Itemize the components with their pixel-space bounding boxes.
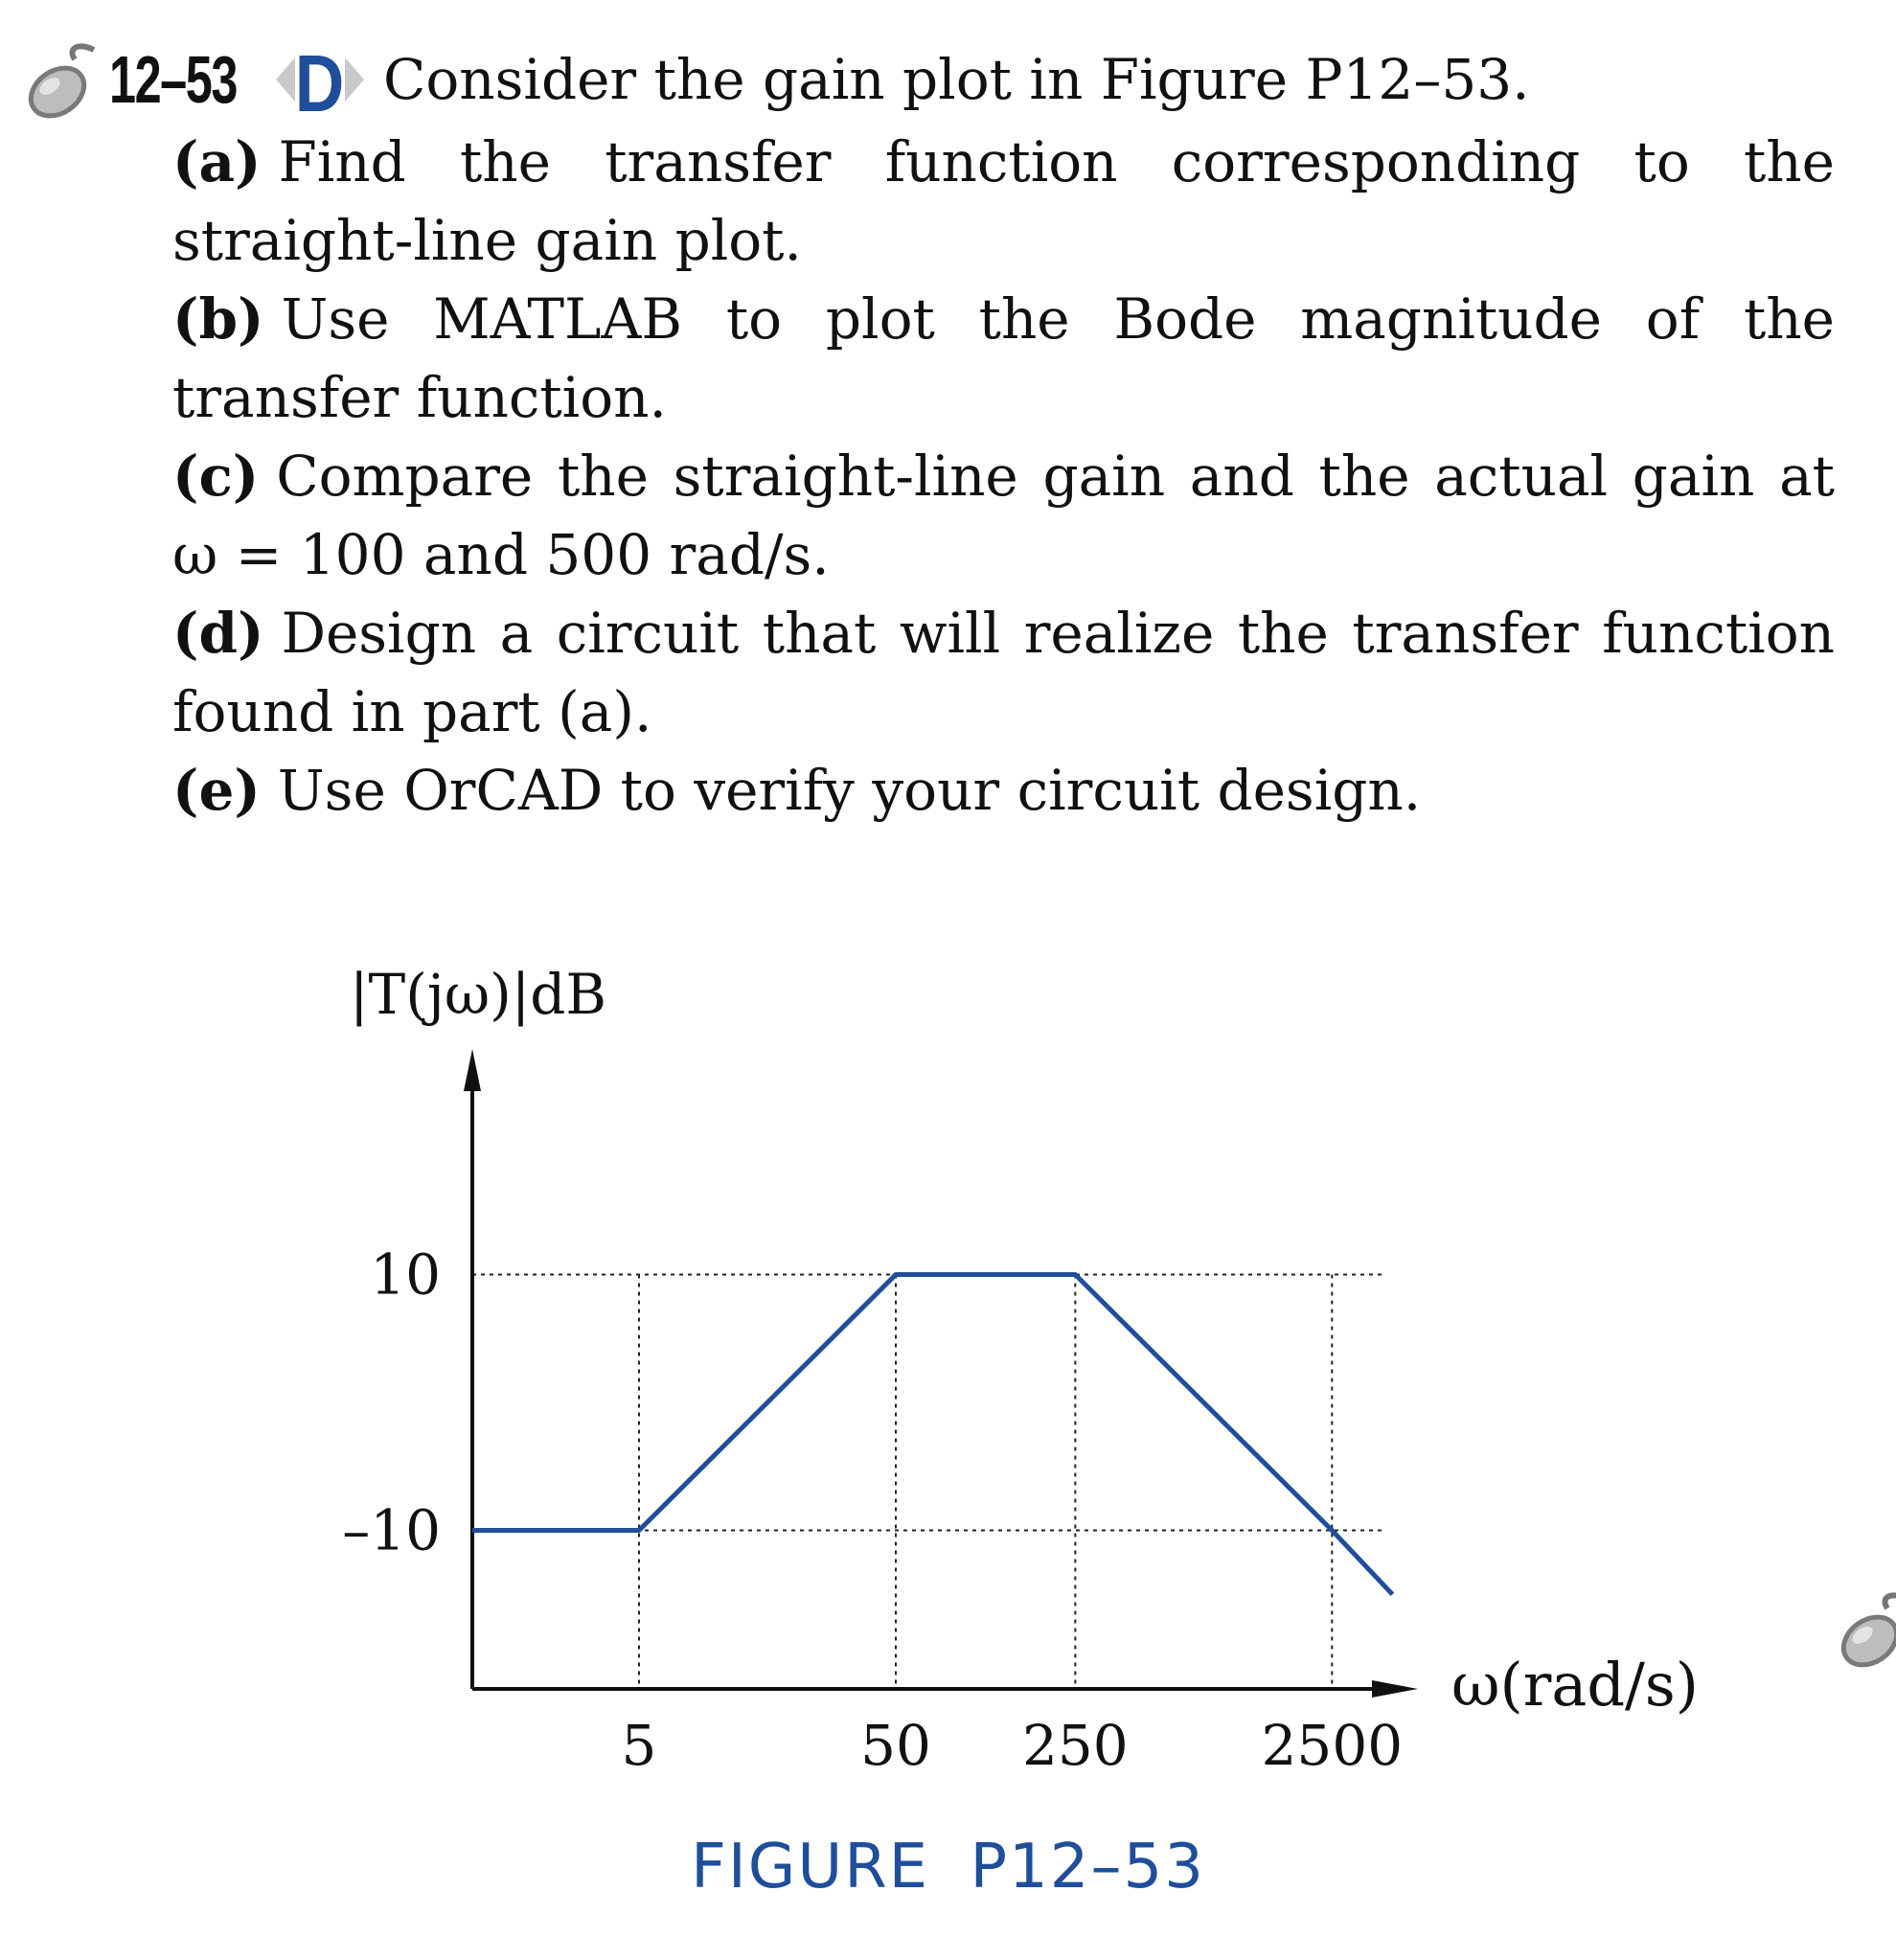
y-axis-label: |T(jω)|dB <box>350 962 607 1027</box>
part-text: Design a circuit that will realize the transfer function found in part (a). <box>172 601 1835 744</box>
part-text: Find the transfer function corresponding to the straight-line gain plot. <box>172 129 1835 273</box>
y-tick-label: 10 <box>370 1242 441 1308</box>
x-axis-label: ω(rad/s) <box>1451 1650 1699 1720</box>
part-text: Use MATLAB to plot the Bode magnitude of the transfer function. <box>172 286 1835 430</box>
part-label: (a) <box>172 129 262 194</box>
part-text: Compare the straight-line gain and the actual gain at ω = 100 and 500 rad/s. <box>172 444 1835 587</box>
part-label: (e) <box>172 758 261 823</box>
design-badge-letter: D <box>294 38 345 121</box>
computer-mouse-icon <box>1832 1585 1896 1672</box>
part-label: (d) <box>172 601 264 666</box>
problem-number: 12–53 <box>109 42 237 117</box>
problem-intro: Consider the gain plot in Figure P12–53. <box>383 47 1530 112</box>
y-axis-arrowhead <box>464 1049 481 1091</box>
x-axis-arrowhead <box>1372 1680 1418 1698</box>
figure-caption: FIGURE P12–53 <box>691 1832 1205 1903</box>
x-tick-label: 50 <box>860 1713 931 1778</box>
x-tick-label: 2500 <box>1261 1713 1404 1778</box>
part-text: Use OrCAD to verify your circuit design. <box>277 758 1422 823</box>
x-tick-label: 250 <box>1021 1713 1129 1778</box>
part-label: (c) <box>172 444 260 509</box>
x-tick-label: 5 <box>621 1713 657 1778</box>
y-tick-label: –10 <box>342 1497 441 1563</box>
part-label: (b) <box>172 286 264 352</box>
gain-curve <box>472 1275 1392 1595</box>
